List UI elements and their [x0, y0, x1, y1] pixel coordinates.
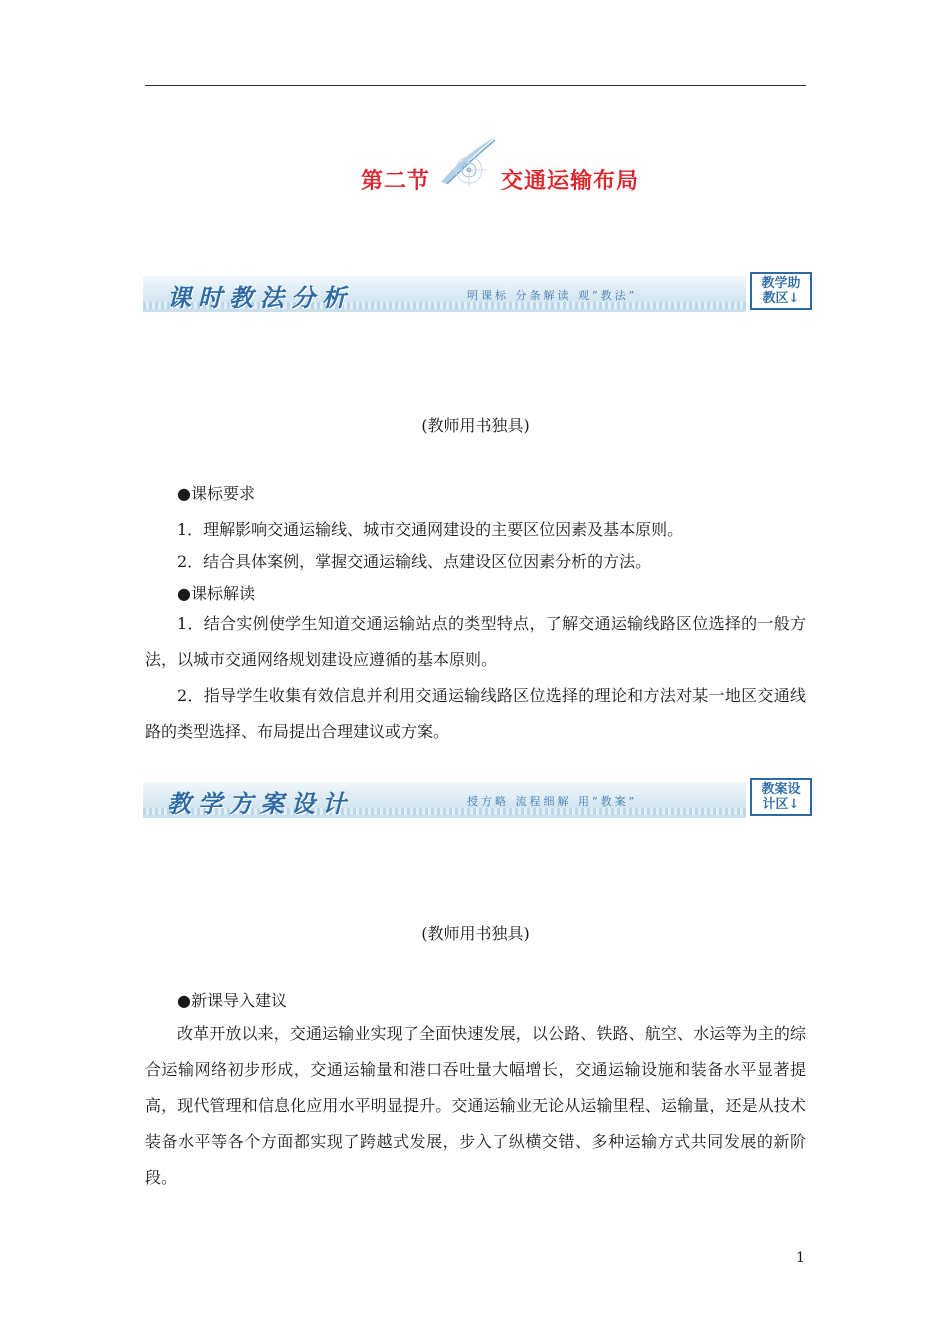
banner-lesson-method — [143, 272, 814, 314]
banner-tag-line2: 计区↓ — [762, 797, 800, 812]
section-title — [145, 132, 806, 202]
header-rule — [145, 85, 806, 86]
section-name: 交通运输布局 — [501, 168, 640, 194]
comet-target-icon — [437, 132, 499, 192]
banner-tag-line1: 教学助 — [761, 276, 801, 291]
banner-tag-line2: 教区↓ — [762, 291, 800, 306]
heading-kebiao-yaoqiu: ●课标要求 — [177, 484, 255, 503]
paragraph: 改革开放以来，交通运输业实现了全面快速发展，以公路、铁路、航空、水运等为主的综合运输网络初步形成，交通运输量和港口吞吐量大幅增长，交通运输设施和装备水平显著提高，现代管理和信息化应用水平明显提升。交通运输业无论从运输里程、运输量，还是从技术装备水平等各个方面都实现了跨越式发展，步入了纵横交错、多种运输方式共同发展的新阶段。 — [145, 1024, 806, 1187]
banner-tag — [750, 778, 812, 816]
banner-title: 课时教法分析 — [167, 283, 353, 312]
heading-kebiao-jiedu: ●课标解读 — [177, 584, 255, 603]
banner-title: 教学方案设计 — [167, 789, 353, 818]
teacher-only-note: (教师用书独具) — [421, 416, 530, 435]
heading-xinke-daoru: ●新课导入建议 — [177, 991, 287, 1010]
banner-tag — [750, 272, 812, 310]
banner-teaching-plan — [143, 778, 814, 820]
banner-subtitle: 授方略 流程细解 用“教案” — [467, 795, 638, 808]
section-number: 第二节 — [361, 168, 431, 194]
paragraph: 2．指导学生收集有效信息并利用交通运输线路区位选择的理论和方法对某一地区交通线路的类型选择、布局提出合理建议或方案。 — [145, 686, 806, 741]
page-number: 1 — [796, 1250, 805, 1266]
banner-subtitle: 明课标 分条解读 观“教法” — [467, 289, 638, 302]
teacher-only-note: (教师用书独具) — [421, 924, 530, 943]
list-item: 2．结合具体案例，掌握交通运输线、点建设区位因素分析的方法。 — [177, 552, 652, 571]
list-item: 1．理解影响交通运输线、城市交通网建设的主要区位因素及基本原则。 — [177, 520, 684, 539]
paragraph: 1．结合实例使学生知道交通运输站点的类型特点，了解交通运输线路区位选择的一般方法，以城市交通网络规划建设应遵循的基本原则。 — [145, 614, 806, 669]
banner-tag-line1: 教案设 — [761, 782, 801, 797]
